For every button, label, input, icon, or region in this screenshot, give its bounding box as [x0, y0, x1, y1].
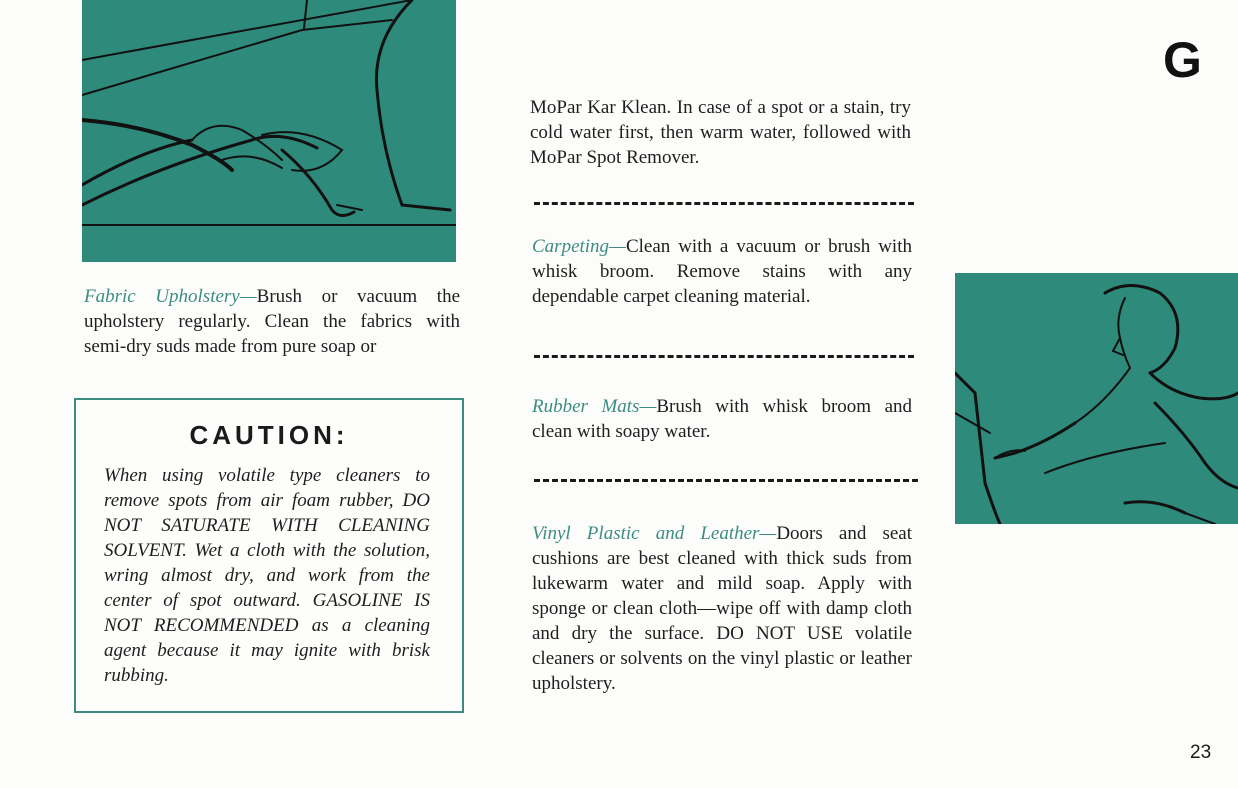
vinyl-leather-text: Doors and seat cushions are best cleaned with thick suds from lukewarm water and mild soap. Apply with sponge or clean cloth—wipe off with damp cloth and dry the surface. DO NOT USE volatile cleaners or solvents on the vinyl plastic or leather upholstery.: [532, 523, 912, 694]
mopar-paragraph: [530, 95, 911, 170]
dashed-divider: [534, 202, 914, 205]
caution-box: [74, 398, 464, 713]
vinyl-leather-heading: Vinyl Plastic and Leather—: [532, 523, 777, 544]
carpeting-heading: Carpeting—: [532, 236, 626, 257]
rubber-mats-paragraph: [532, 394, 912, 444]
fabric-upholstery-paragraph: [84, 284, 460, 359]
vinyl-leather-paragraph: [532, 521, 912, 696]
dashed-divider: [534, 355, 914, 358]
dashed-divider: [534, 479, 918, 482]
carpeting-text: Clean with a vacuum or brush with whisk broom. Remove stains with any dependable carpet cleaning material.: [532, 236, 912, 307]
fabric-upholstery-text: Brush or vacuum the upholstery regularly. Clean the fabrics with semi-dry suds made from pure soap or: [84, 286, 460, 357]
mopar-text: MoPar Kar Klean. In case of a spot or a stain, try cold water first, then warm water, followed with MoPar Spot Remover.: [530, 97, 911, 168]
section-letter: G: [1163, 32, 1202, 88]
caution-text: When using volatile type cleaners to remove spots from air foam rubber, DO NOT SATURATE WITH CLEANING SOLVENT. Wet a cloth with the solution, wring almost dry, and work from the center of spot outward. GASOLINE IS NOT RECOMMENDED as a cleaning agent because it may ignite with brisk rubbing.: [104, 465, 430, 686]
page-number: 23: [1190, 742, 1212, 763]
upholstery-illustration: [82, 0, 456, 262]
caution-title: CAUTION:: [189, 420, 349, 450]
fabric-upholstery-heading: Fabric Upholstery—: [84, 286, 257, 307]
woman-cleaning-illustration: [955, 273, 1238, 524]
rubber-mats-text: Brush with whisk broom and clean with soapy water.: [532, 396, 912, 442]
carpeting-paragraph: [532, 234, 912, 309]
rubber-mats-heading: Rubber Mats—: [532, 396, 657, 417]
